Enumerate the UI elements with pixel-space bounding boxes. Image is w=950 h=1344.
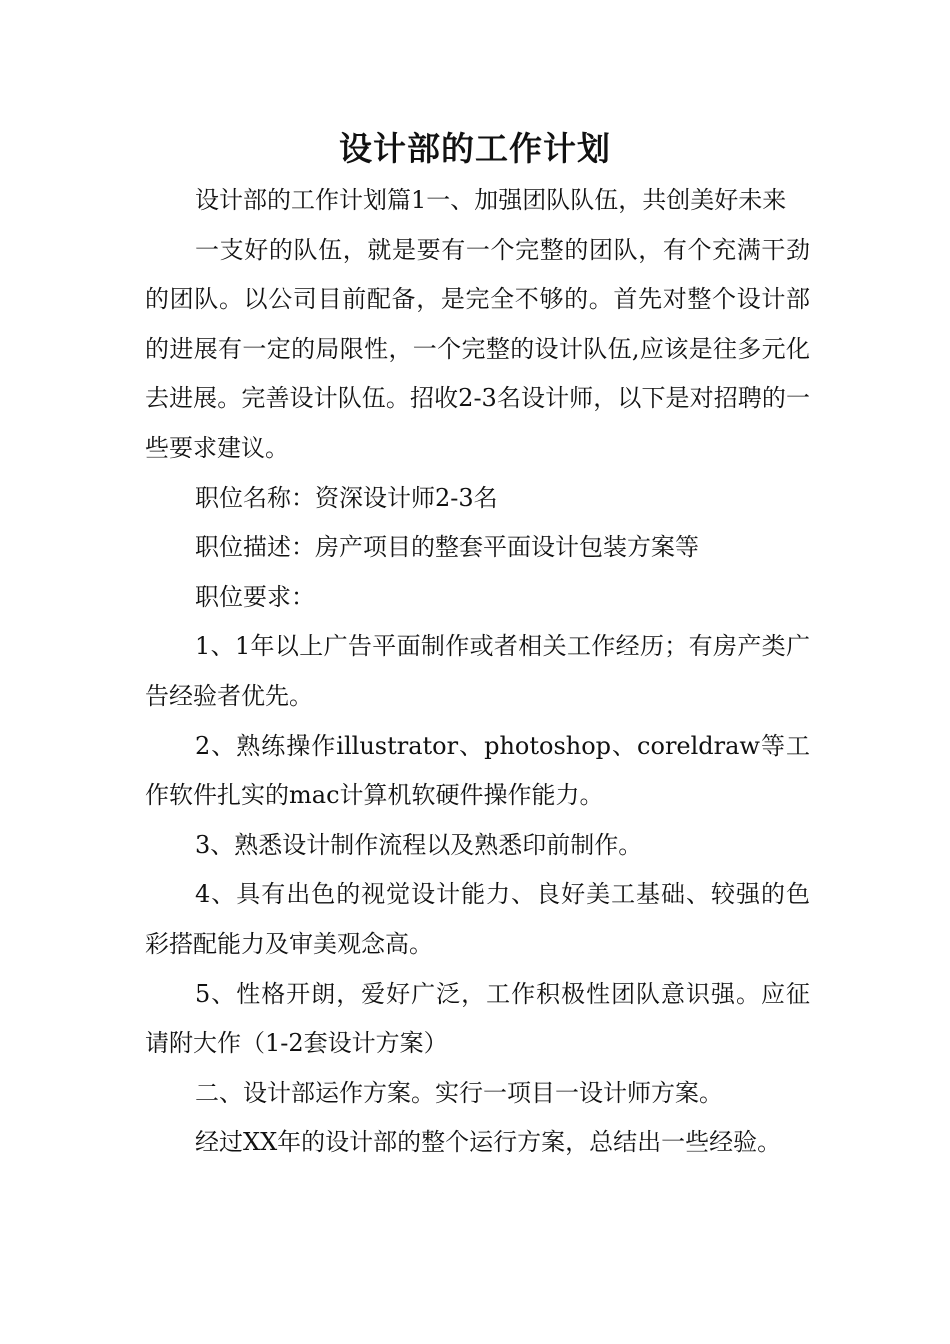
requirement-item-3: 3、熟悉设计制作流程以及熟悉印前制作。 <box>195 830 643 859</box>
requirement-item-4: 4、具有出色的视觉设计能力、良好美工基础、较强的色彩搭配能力及审美观念高。 <box>145 880 810 958</box>
paragraph-summary: 经过XX年的设计部的整个运行方案，总结出一些经验。 <box>195 1128 782 1157</box>
paragraph-team: 一支好的队伍，就是要有一个完整的团队，有个充满干劲的团队。以公司目前配备，是完全不够的。首先对整个设计部的进展有一定的局限性，一个完整的设计队伍,应该是往多元化去进展。完善设计队伍。招收2-3名设计师，以下是对招聘的一些要求建议。 <box>145 235 810 462</box>
paragraph-intro: 设计部的工作计划篇1一、加强团队队伍，共创美好未来 <box>195 186 787 214</box>
paragraph-position-requirements: 职位要求： <box>195 582 315 611</box>
paragraph-position-description: 职位描述：房产项目的整套平面设计包装方案等 <box>195 533 699 562</box>
requirement-item-5: 5、性格开朗，爱好广泛，工作积极性团队意识强。应征请附大作（1-2套设计方案） <box>145 979 810 1058</box>
requirement-item-2: 2、熟练操作illustrator、photoshop、coreldraw等工作软件扎实的mac计算机软硬件操作能力。 <box>145 731 810 810</box>
paragraph-position-name: 职位名称：资深设计师2-3名 <box>195 483 498 512</box>
paragraph-section-two: 二、设计部运作方案。实行一项目一设计师方案。 <box>195 1078 723 1107</box>
document-body <box>145 176 810 1168</box>
document-title: 设计部的工作计划 <box>339 129 611 168</box>
requirement-item-1: 1、1年以上广告平面制作或者相关工作经历；有房产类广告经验者优先。 <box>145 632 810 710</box>
